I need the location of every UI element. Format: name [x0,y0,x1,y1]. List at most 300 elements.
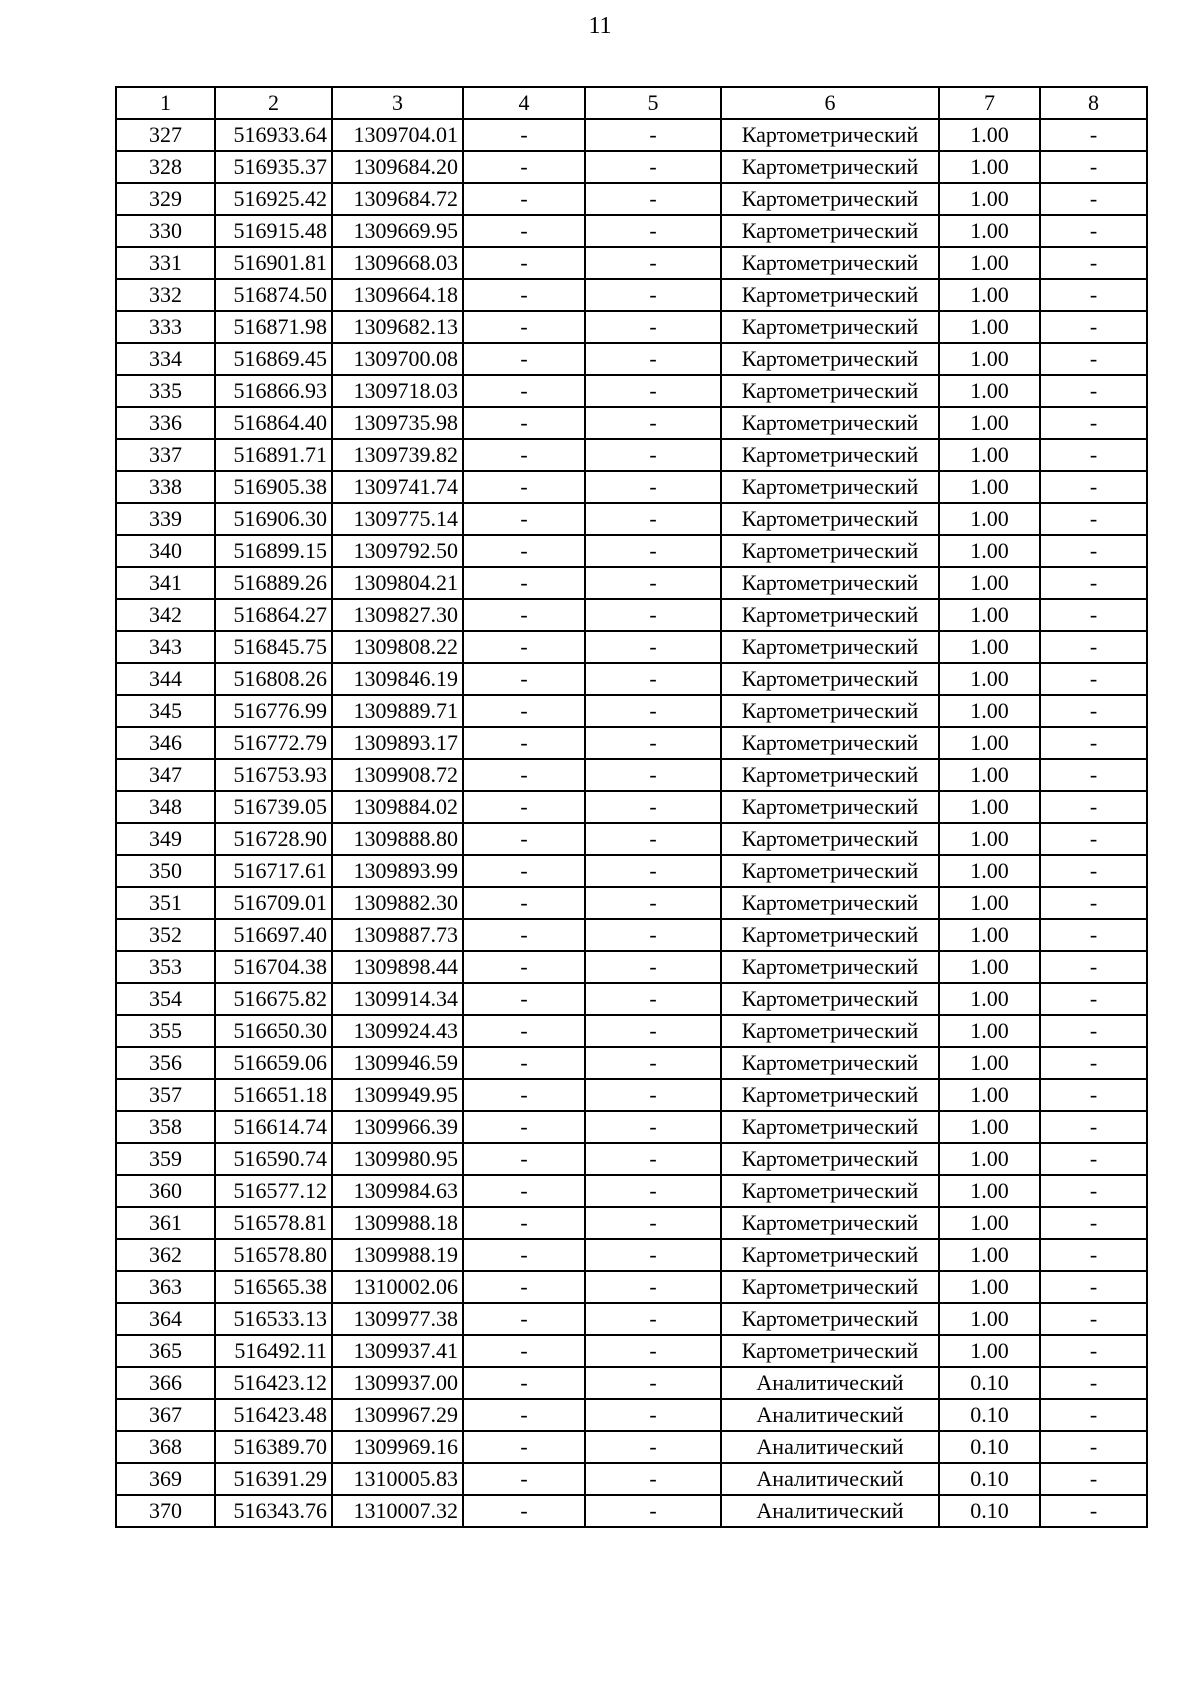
column-4-cell: - [463,535,585,567]
column-5-cell: - [585,791,721,823]
column-4-cell: - [463,119,585,151]
column-8-cell: - [1040,1303,1147,1335]
accuracy-cell: 1.00 [939,887,1040,919]
column-4-cell: - [463,503,585,535]
column-5-cell: - [585,535,721,567]
point-number-cell: 330 [116,215,215,247]
column-4-cell: - [463,1111,585,1143]
column-5-cell: - [585,1047,721,1079]
y-coordinate-cell: 1309984.63 [332,1175,463,1207]
table-row [116,791,1147,823]
x-coordinate-cell: 516739.05 [215,791,332,823]
column-4-cell: - [463,151,585,183]
column-4-cell: - [463,1271,585,1303]
column-8-cell: - [1040,1207,1147,1239]
table-row [116,1399,1147,1431]
point-number-cell: 363 [116,1271,215,1303]
column-8-cell: - [1040,1015,1147,1047]
method-cell: Картометрический [721,471,939,503]
column-5-cell: - [585,1271,721,1303]
accuracy-cell: 1.00 [939,343,1040,375]
column-header: 7 [939,87,1040,119]
point-number-cell: 333 [116,311,215,343]
column-5-cell: - [585,823,721,855]
column-8-cell: - [1040,983,1147,1015]
point-number-cell: 344 [116,663,215,695]
y-coordinate-cell: 1310005.83 [332,1463,463,1495]
x-coordinate-cell: 516915.48 [215,215,332,247]
accuracy-cell: 1.00 [939,1271,1040,1303]
y-coordinate-cell: 1309988.19 [332,1239,463,1271]
column-4-cell: - [463,791,585,823]
x-coordinate-cell: 516808.26 [215,663,332,695]
method-cell: Картометрический [721,439,939,471]
table-row [116,439,1147,471]
column-header: 4 [463,87,585,119]
x-coordinate-cell: 516871.98 [215,311,332,343]
y-coordinate-cell: 1309684.20 [332,151,463,183]
column-8-cell: - [1040,1239,1147,1271]
x-coordinate-cell: 516874.50 [215,279,332,311]
point-number-cell: 338 [116,471,215,503]
x-coordinate-cell: 516590.74 [215,1143,332,1175]
method-cell: Картометрический [721,1175,939,1207]
column-8-cell: - [1040,759,1147,791]
point-number-cell: 359 [116,1143,215,1175]
y-coordinate-cell: 1309889.71 [332,695,463,727]
method-cell: Картометрический [721,343,939,375]
y-coordinate-cell: 1309893.17 [332,727,463,759]
accuracy-cell: 1.00 [939,119,1040,151]
x-coordinate-cell: 516753.93 [215,759,332,791]
column-4-cell: - [463,1207,585,1239]
column-8-cell: - [1040,951,1147,983]
column-5-cell: - [585,1143,721,1175]
method-cell: Аналитический [721,1399,939,1431]
table-row [116,183,1147,215]
point-number-cell: 337 [116,439,215,471]
column-4-cell: - [463,1079,585,1111]
table-row [116,1143,1147,1175]
point-number-cell: 362 [116,1239,215,1271]
x-coordinate-cell: 516891.71 [215,439,332,471]
accuracy-cell: 1.00 [939,983,1040,1015]
x-coordinate-cell: 516906.30 [215,503,332,535]
x-coordinate-cell: 516866.93 [215,375,332,407]
x-coordinate-cell: 516577.12 [215,1175,332,1207]
table-row [116,567,1147,599]
point-number-cell: 346 [116,727,215,759]
column-5-cell: - [585,919,721,951]
y-coordinate-cell: 1309967.29 [332,1399,463,1431]
column-5-cell: - [585,151,721,183]
column-8-cell: - [1040,1367,1147,1399]
y-coordinate-cell: 1309946.59 [332,1047,463,1079]
column-5-cell: - [585,983,721,1015]
column-5-cell: - [585,1239,721,1271]
column-4-cell: - [463,1431,585,1463]
point-number-cell: 355 [116,1015,215,1047]
y-coordinate-cell: 1309893.99 [332,855,463,887]
table-row [116,1335,1147,1367]
column-8-cell: - [1040,663,1147,695]
accuracy-cell: 1.00 [939,215,1040,247]
point-number-cell: 336 [116,407,215,439]
column-4-cell: - [463,983,585,1015]
column-8-cell: - [1040,1399,1147,1431]
x-coordinate-cell: 516423.48 [215,1399,332,1431]
column-8-cell: - [1040,1463,1147,1495]
table-row [116,1239,1147,1271]
column-5-cell: - [585,1303,721,1335]
accuracy-cell: 0.10 [939,1399,1040,1431]
y-coordinate-cell: 1309741.74 [332,471,463,503]
column-4-cell: - [463,1239,585,1271]
column-8-cell: - [1040,1271,1147,1303]
point-number-cell: 345 [116,695,215,727]
table-row [116,247,1147,279]
y-coordinate-cell: 1309937.00 [332,1367,463,1399]
column-5-cell: - [585,759,721,791]
accuracy-cell: 1.00 [939,535,1040,567]
method-cell: Картометрический [721,983,939,1015]
column-5-cell: - [585,1111,721,1143]
y-coordinate-cell: 1309988.18 [332,1207,463,1239]
point-number-cell: 343 [116,631,215,663]
x-coordinate-cell: 516772.79 [215,727,332,759]
method-cell: Картометрический [721,215,939,247]
method-cell: Картометрический [721,535,939,567]
method-cell: Картометрический [721,151,939,183]
point-number-cell: 329 [116,183,215,215]
x-coordinate-cell: 516675.82 [215,983,332,1015]
point-number-cell: 348 [116,791,215,823]
column-header: 3 [332,87,463,119]
accuracy-cell: 1.00 [939,631,1040,663]
column-4-cell: - [463,951,585,983]
method-cell: Аналитический [721,1495,939,1527]
x-coordinate-cell: 516935.37 [215,151,332,183]
accuracy-cell: 1.00 [939,1239,1040,1271]
column-5-cell: - [585,311,721,343]
x-coordinate-cell: 516864.27 [215,599,332,631]
y-coordinate-cell: 1309739.82 [332,439,463,471]
accuracy-cell: 1.00 [939,311,1040,343]
accuracy-cell: 1.00 [939,727,1040,759]
method-cell: Картометрический [721,1079,939,1111]
column-5-cell: - [585,215,721,247]
column-8-cell: - [1040,919,1147,951]
point-number-cell: 364 [116,1303,215,1335]
accuracy-cell: 1.00 [939,599,1040,631]
point-number-cell: 331 [116,247,215,279]
column-5-cell: - [585,407,721,439]
x-coordinate-cell: 516899.15 [215,535,332,567]
y-coordinate-cell: 1309908.72 [332,759,463,791]
table-row [116,727,1147,759]
method-cell: Аналитический [721,1463,939,1495]
column-5-cell: - [585,471,721,503]
accuracy-cell: 1.00 [939,247,1040,279]
column-4-cell: - [463,1047,585,1079]
column-header: 8 [1040,87,1147,119]
x-coordinate-cell: 516901.81 [215,247,332,279]
column-5-cell: - [585,279,721,311]
table-row [116,503,1147,535]
column-4-cell: - [463,759,585,791]
method-cell: Картометрический [721,1015,939,1047]
column-4-cell: - [463,695,585,727]
x-coordinate-cell: 516492.11 [215,1335,332,1367]
column-4-cell: - [463,855,585,887]
accuracy-cell: 1.00 [939,567,1040,599]
accuracy-cell: 1.00 [939,1207,1040,1239]
x-coordinate-cell: 516869.45 [215,343,332,375]
column-4-cell: - [463,311,585,343]
column-5-cell: - [585,951,721,983]
column-5-cell: - [585,695,721,727]
column-8-cell: - [1040,1431,1147,1463]
y-coordinate-cell: 1309808.22 [332,631,463,663]
column-4-cell: - [463,919,585,951]
table-row [116,855,1147,887]
point-number-cell: 352 [116,919,215,951]
point-number-cell: 370 [116,1495,215,1527]
y-coordinate-cell: 1309668.03 [332,247,463,279]
column-5-cell: - [585,343,721,375]
column-8-cell: - [1040,855,1147,887]
method-cell: Картометрический [721,919,939,951]
column-8-cell: - [1040,375,1147,407]
method-cell: Аналитический [721,1431,939,1463]
y-coordinate-cell: 1309882.30 [332,887,463,919]
point-number-cell: 339 [116,503,215,535]
column-4-cell: - [463,823,585,855]
column-5-cell: - [585,1495,721,1527]
column-4-cell: - [463,1399,585,1431]
y-coordinate-cell: 1309684.72 [332,183,463,215]
column-8-cell: - [1040,1047,1147,1079]
x-coordinate-cell: 516864.40 [215,407,332,439]
column-8-cell: - [1040,247,1147,279]
table-row [116,663,1147,695]
accuracy-cell: 1.00 [939,1335,1040,1367]
method-cell: Картометрический [721,1207,939,1239]
point-number-cell: 353 [116,951,215,983]
point-number-cell: 335 [116,375,215,407]
table-row [116,1175,1147,1207]
table-row [116,631,1147,663]
column-8-cell: - [1040,823,1147,855]
column-header: 2 [215,87,332,119]
column-8-cell: - [1040,1495,1147,1527]
column-header: 5 [585,87,721,119]
column-8-cell: - [1040,1143,1147,1175]
method-cell: Картометрический [721,599,939,631]
column-5-cell: - [585,375,721,407]
x-coordinate-cell: 516925.42 [215,183,332,215]
method-cell: Аналитический [721,1367,939,1399]
x-coordinate-cell: 516697.40 [215,919,332,951]
method-cell: Картометрический [721,503,939,535]
method-cell: Картометрический [721,567,939,599]
x-coordinate-cell: 516728.90 [215,823,332,855]
y-coordinate-cell: 1310002.06 [332,1271,463,1303]
table-row [116,311,1147,343]
column-5-cell: - [585,1367,721,1399]
method-cell: Картометрический [721,183,939,215]
table-row [116,279,1147,311]
accuracy-cell: 1.00 [939,919,1040,951]
method-cell: Картометрический [721,279,939,311]
column-4-cell: - [463,1335,585,1367]
column-4-cell: - [463,439,585,471]
y-coordinate-cell: 1309888.80 [332,823,463,855]
y-coordinate-cell: 1309887.73 [332,919,463,951]
y-coordinate-cell: 1309664.18 [332,279,463,311]
column-5-cell: - [585,183,721,215]
column-8-cell: - [1040,1111,1147,1143]
accuracy-cell: 1.00 [939,1015,1040,1047]
y-coordinate-cell: 1309914.34 [332,983,463,1015]
accuracy-cell: 0.10 [939,1367,1040,1399]
column-5-cell: - [585,855,721,887]
method-cell: Картометрический [721,727,939,759]
x-coordinate-cell: 516343.76 [215,1495,332,1527]
method-cell: Картометрический [721,1239,939,1271]
table-row [116,1431,1147,1463]
x-coordinate-cell: 516704.38 [215,951,332,983]
method-cell: Картометрический [721,887,939,919]
table-row [116,759,1147,791]
column-5-cell: - [585,1463,721,1495]
column-8-cell: - [1040,311,1147,343]
point-number-cell: 369 [116,1463,215,1495]
y-coordinate-cell: 1309966.39 [332,1111,463,1143]
point-number-cell: 327 [116,119,215,151]
table-row [116,1111,1147,1143]
x-coordinate-cell: 516889.26 [215,567,332,599]
accuracy-cell: 1.00 [939,279,1040,311]
point-number-cell: 332 [116,279,215,311]
method-cell: Картометрический [721,791,939,823]
method-cell: Картометрический [721,311,939,343]
column-header: 1 [116,87,215,119]
table-row [116,1079,1147,1111]
column-8-cell: - [1040,695,1147,727]
column-4-cell: - [463,343,585,375]
x-coordinate-cell: 516709.01 [215,887,332,919]
x-coordinate-cell: 516565.38 [215,1271,332,1303]
x-coordinate-cell: 516845.75 [215,631,332,663]
method-cell: Картометрический [721,823,939,855]
column-8-cell: - [1040,887,1147,919]
y-coordinate-cell: 1309969.16 [332,1431,463,1463]
column-4-cell: - [463,567,585,599]
column-4-cell: - [463,599,585,631]
table-row [116,471,1147,503]
column-4-cell: - [463,407,585,439]
y-coordinate-cell: 1309977.38 [332,1303,463,1335]
y-coordinate-cell: 1309700.08 [332,343,463,375]
column-5-cell: - [585,599,721,631]
accuracy-cell: 1.00 [939,951,1040,983]
table-row [116,407,1147,439]
point-number-cell: 340 [116,535,215,567]
page-number: 11 [588,13,612,39]
column-8-cell: - [1040,343,1147,375]
column-5-cell: - [585,1175,721,1207]
point-number-cell: 350 [116,855,215,887]
method-cell: Картометрический [721,407,939,439]
accuracy-cell: 1.00 [939,1175,1040,1207]
y-coordinate-cell: 1309682.13 [332,311,463,343]
method-cell: Картометрический [721,631,939,663]
table-row [116,919,1147,951]
column-8-cell: - [1040,279,1147,311]
y-coordinate-cell: 1309804.21 [332,567,463,599]
column-8-cell: - [1040,631,1147,663]
column-8-cell: - [1040,503,1147,535]
method-cell: Картометрический [721,695,939,727]
y-coordinate-cell: 1309898.44 [332,951,463,983]
table-row [116,1207,1147,1239]
method-cell: Картометрический [721,247,939,279]
column-5-cell: - [585,1015,721,1047]
x-coordinate-cell: 516578.80 [215,1239,332,1271]
x-coordinate-cell: 516533.13 [215,1303,332,1335]
method-cell: Картометрический [721,375,939,407]
y-coordinate-cell: 1309846.19 [332,663,463,695]
column-5-cell: - [585,439,721,471]
column-5-cell: - [585,247,721,279]
accuracy-cell: 1.00 [939,759,1040,791]
column-4-cell: - [463,1495,585,1527]
column-4-cell: - [463,1303,585,1335]
x-coordinate-cell: 516717.61 [215,855,332,887]
column-5-cell: - [585,1207,721,1239]
table-row [116,535,1147,567]
column-4-cell: - [463,1143,585,1175]
table-row [116,599,1147,631]
x-coordinate-cell: 516905.38 [215,471,332,503]
column-8-cell: - [1040,1335,1147,1367]
column-4-cell: - [463,471,585,503]
y-coordinate-cell: 1309704.01 [332,119,463,151]
point-number-cell: 367 [116,1399,215,1431]
y-coordinate-cell: 1309980.95 [332,1143,463,1175]
column-4-cell: - [463,1463,585,1495]
method-cell: Картометрический [721,1047,939,1079]
column-5-cell: - [585,727,721,759]
method-cell: Картометрический [721,119,939,151]
column-8-cell: - [1040,1079,1147,1111]
method-cell: Картометрический [721,759,939,791]
x-coordinate-cell: 516776.99 [215,695,332,727]
point-number-cell: 368 [116,1431,215,1463]
x-coordinate-cell: 516650.30 [215,1015,332,1047]
accuracy-cell: 0.10 [939,1463,1040,1495]
point-number-cell: 354 [116,983,215,1015]
accuracy-cell: 1.00 [939,1111,1040,1143]
column-4-cell: - [463,1175,585,1207]
y-coordinate-cell: 1309735.98 [332,407,463,439]
accuracy-cell: 1.00 [939,1047,1040,1079]
table-row [116,823,1147,855]
column-4-cell: - [463,247,585,279]
y-coordinate-cell: 1309792.50 [332,535,463,567]
column-4-cell: - [463,215,585,247]
